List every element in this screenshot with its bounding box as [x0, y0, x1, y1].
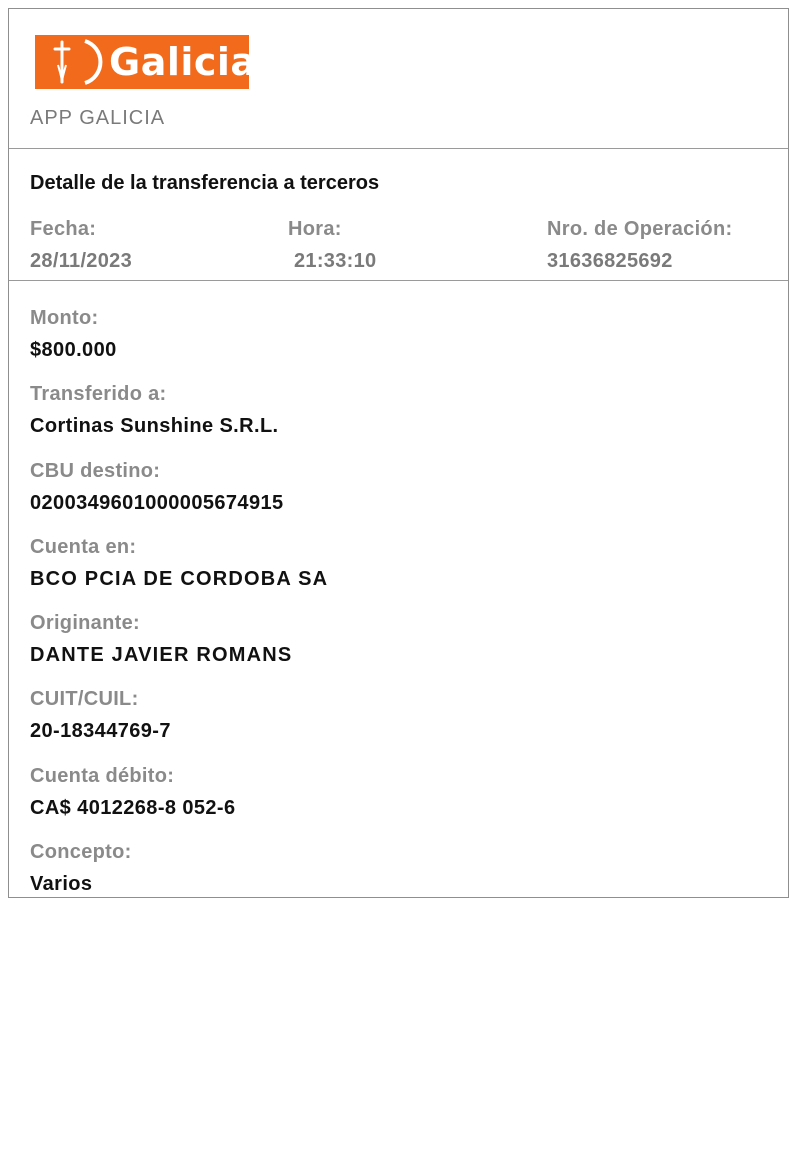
hora-value: 21:33:10: [294, 250, 377, 272]
operation-number-block: [547, 217, 732, 273]
originante-label: Originante:: [30, 612, 140, 635]
logo-text: Galicia: [109, 40, 257, 84]
transferido-value: Cortinas Sunshine S.R.L.: [30, 415, 279, 438]
cuenta-value: BCO PCIA DE CORDOBA SA: [30, 567, 329, 590]
concepto-field: [30, 840, 788, 916]
originante-field: [30, 611, 788, 687]
galicia-logo: [35, 35, 257, 89]
galicia-emblem-icon: [35, 35, 105, 89]
monto-label: Monto:: [30, 307, 99, 329]
cuenta-label: Cuenta en:: [30, 535, 137, 558]
debito-value: CA$ 4012268-8 052-6: [30, 796, 236, 819]
fecha-block: [30, 217, 132, 273]
concepto-value: Varios: [30, 873, 93, 896]
cuenta-field: [30, 535, 788, 611]
concepto-label: Concepto:: [30, 841, 132, 864]
monto-field: [30, 306, 788, 382]
cbu-label: CBU destino:: [30, 459, 161, 482]
cuit-field: [30, 687, 788, 763]
cuit-label: CUIT/CUIL:: [30, 688, 139, 711]
hora-block: [288, 217, 376, 273]
monto-value: $800.000: [30, 339, 117, 361]
cbu-value: 0200349601000005674915: [30, 491, 284, 514]
originante-value: DANTE JAVIER ROMANS: [30, 644, 293, 667]
transfer-receipt: [8, 8, 789, 898]
transferido-label: Transferido a:: [30, 383, 167, 406]
fecha-value: 28/11/2023: [30, 250, 132, 272]
hora-label: Hora:: [288, 218, 342, 240]
transfer-details: [30, 306, 788, 916]
app-name: APP GALICIA: [30, 107, 166, 129]
receipt-header: [9, 9, 788, 149]
transferido-field: [30, 382, 788, 458]
cbu-field: [30, 459, 788, 535]
debito-field: [30, 764, 788, 840]
fecha-label: Fecha:: [30, 218, 97, 240]
page-title: Detalle de la transferencia a terceros: [30, 172, 380, 194]
operation-number-value: 31636825692: [547, 250, 673, 272]
transfer-summary: [9, 148, 788, 281]
debito-label: Cuenta débito:: [30, 764, 175, 787]
cuit-value: 20-18344769-7: [30, 720, 171, 743]
operation-number-label: Nro. de Operación:: [547, 218, 733, 240]
